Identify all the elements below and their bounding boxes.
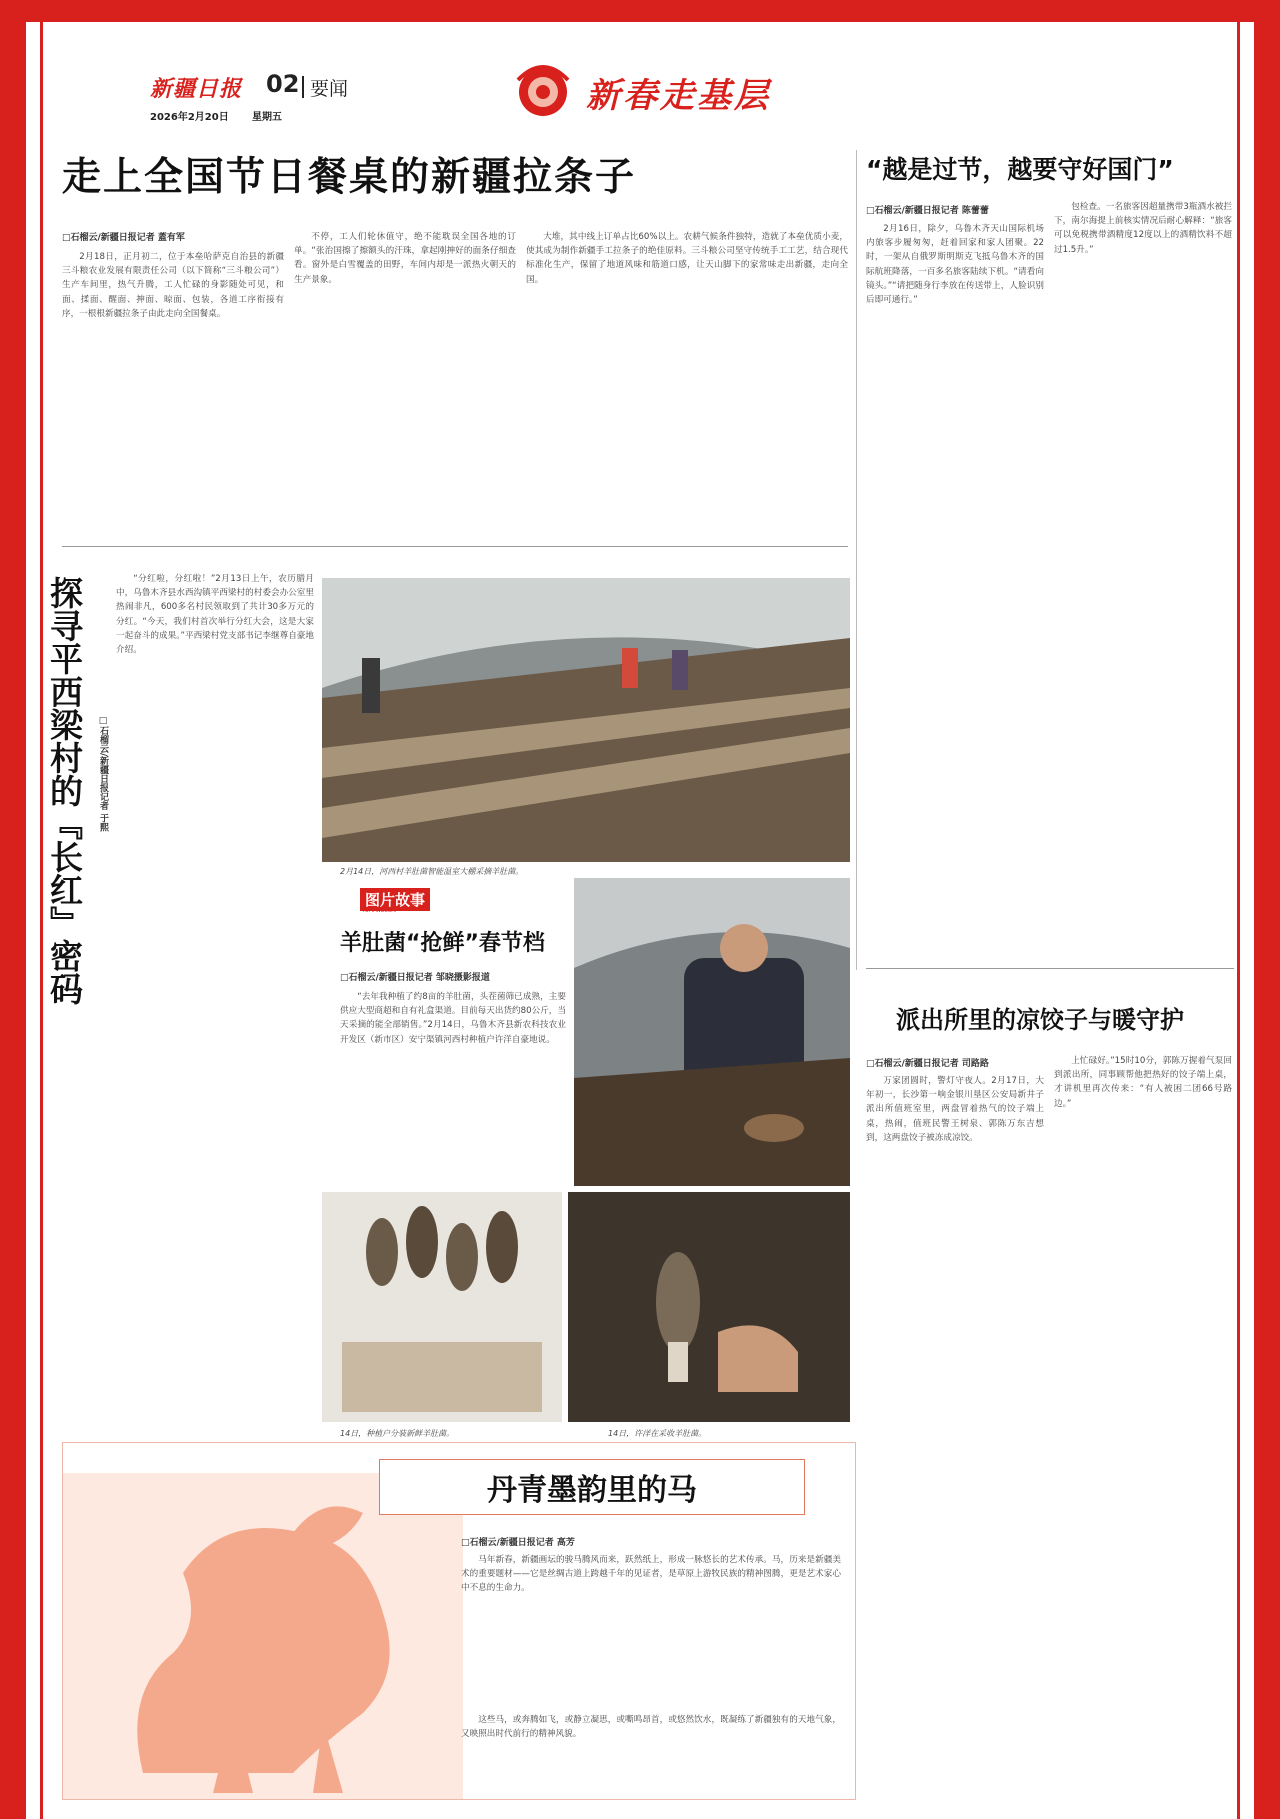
village-para-1: “分红啦，分红啦！”2月13日上午，农历腊月中，乌鲁木齐县水西沟镇平西梁村的村委会办公室里热闹非凡，600多名村民领取到了共计30多万元的分红。“今天，我们村首次举行分红大会，这是大家一起奋斗的成果。”平西梁村党支部书记李继尊自豪地介绍。 bbox=[116, 574, 314, 656]
headline-morel: 羊肚菌“抢鲜”春节档 bbox=[340, 931, 545, 956]
frame-top-border bbox=[0, 0, 1280, 22]
border-para-2: 包检查。一名旅客因超量携带3瓶酒水被拦下，南尔海提上前核实情况后耐心解释：“旅客可以免税携带酒精度12度以上的酒精饮料不超过1.5升。” bbox=[1054, 202, 1232, 255]
issue-weekday: 星期五 bbox=[252, 112, 282, 123]
police-para-2: 上忙碌好。”15时10分，郭陈万握着气泵回到派出所，同事顾帮他把热好的饺子端上桌，才讲机里再次传来：“有人被困二团66号路边。” bbox=[1054, 1056, 1232, 1109]
horse-illustration-icon bbox=[63, 1473, 483, 1799]
caption-greenhouse: 2月14日，河西村羊肚菌智能温室大棚采摘羊肚菌。 bbox=[340, 867, 524, 876]
festive-flower-icon bbox=[508, 60, 578, 122]
headline-police: 派出所里的凉饺子与暖守护 bbox=[896, 1006, 1184, 1034]
frame-right-border bbox=[1254, 0, 1280, 1819]
byline-police: □石榴云/新疆日报记者 司路路 bbox=[866, 1059, 989, 1069]
byline-noodles: □石榴云/新疆日报记者 蓋有军 bbox=[62, 233, 185, 243]
frame-inner-line-right bbox=[1237, 22, 1240, 1819]
masthead-divider bbox=[302, 76, 304, 98]
masthead bbox=[150, 68, 1240, 128]
byline-morel: □石榴云/新疆日报记者 邹晓摄影报道 bbox=[340, 973, 490, 983]
horse-box bbox=[62, 1442, 856, 1800]
page-number: 02 bbox=[266, 70, 300, 98]
border-para-1: 2月16日，除夕，乌鲁木齐天山国际机场内旅客步履匆匆，赶着回家和家人团聚。22时，一架从自俄罗斯明斯克飞抵乌鲁木齐的国际航班降落，一百多名旅客陆续下机。“请看向镜头。”“请把随身行李放在传送带上，人脸识别后即可通行。” bbox=[866, 224, 1044, 306]
border-col-1 bbox=[866, 222, 1044, 962]
police-col-1 bbox=[866, 1074, 1044, 1794]
horse-para-2: 这些马，或奔腾如飞，或静立凝思，或嘶鸣昂首，或悠然饮水，既凝练了新疆独有的天地气象，又映照出时代前行的精神风貌。 bbox=[461, 1715, 841, 1740]
greenhouse-image bbox=[322, 578, 850, 862]
morel-col bbox=[340, 990, 566, 1186]
closeup-image bbox=[568, 1192, 850, 1422]
noodles-para-1: 2月18日，正月初二，位于本垒哈萨克自治县的新疆三斗粮农业发展有限责任公司（以下简称“三斗粮公司”）生产车间里，热气升腾，工人忙碌的身影随处可见，和面、揉面、醒面、抻面、晾面、包装，各道工序衔接有序，一根根新疆拉条子由此走向全国餐桌。 bbox=[62, 252, 284, 319]
photo-story-tag bbox=[340, 888, 458, 914]
headline-border: “越是过节，越要守好国门” bbox=[866, 155, 1174, 184]
noodles-col-1 bbox=[62, 250, 284, 534]
caption-packing: 14日，种植户分装新鲜羊肚菌。 bbox=[340, 1429, 455, 1438]
issue-date: 2026年2月20日 bbox=[150, 112, 229, 123]
byline-horse: □石榴云/新疆日报记者 高芳 bbox=[461, 1538, 575, 1548]
caption-closeup: 14日，许洋在采收羊肚菌。 bbox=[608, 1429, 707, 1438]
noodles-para-3: 大堆，其中线上订单占比60%以上。农耕气候条件独特，造就了本垒优质小麦，使其成为制作新疆手工拉条子的绝佳原料。三斗粮公司坚守传统手工工艺，结合现代标准化生产，保留了地道风味和筋道口感，让天山脚下的家常味走出新疆，走向全国。 bbox=[526, 232, 848, 285]
byline-village: □石榴云/新疆日报记者 于熙 bbox=[98, 716, 108, 832]
noodles-col-3 bbox=[526, 230, 848, 534]
horse-col-1 bbox=[461, 1553, 841, 1709]
photo-story-label: 图片故事 bbox=[360, 888, 430, 911]
noodles-col-2 bbox=[294, 230, 516, 534]
packing-image bbox=[322, 1192, 562, 1422]
photo-story-label-en: TUPIANGUSHI bbox=[362, 908, 397, 914]
horse-para-1: 马年新春，新疆画坛的骏马腾风而来，跃然纸上，形成一脉悠长的艺术传承。马，历来是新疆美术的重要题材——它是丝绸古道上跨越千年的见证者，是草原上游牧民族的精神图腾，更是艺术家心中不息的生命力。 bbox=[461, 1555, 841, 1594]
masthead-logo: 新疆日报 bbox=[150, 76, 243, 102]
frame-inner-line-left bbox=[40, 22, 43, 1819]
section-name: 要闻 bbox=[310, 78, 349, 100]
byline-border: □石榴云/新疆日报记者 陈蕾蕾 bbox=[866, 206, 989, 216]
packing-photo bbox=[322, 1192, 562, 1422]
harvest-image bbox=[574, 878, 850, 1186]
headline-noodles: 走上全国节日餐桌的新疆拉条子 bbox=[62, 155, 637, 200]
horse-title-box bbox=[379, 1459, 805, 1515]
harvest-photo bbox=[574, 878, 850, 1186]
police-col-2 bbox=[1054, 1054, 1232, 1794]
headline-horse: 丹青墨韵里的马 bbox=[487, 1473, 697, 1508]
headline-village: 探寻平西梁村的『长红』密码 bbox=[45, 576, 84, 1005]
frame-left-border bbox=[0, 0, 26, 1819]
closeup-photo bbox=[568, 1192, 850, 1422]
banner-title: 新春走基层 bbox=[586, 76, 771, 116]
horse-col-2 bbox=[461, 1713, 841, 1793]
divider-noodles bbox=[62, 546, 848, 547]
police-para-1: 万家团圆时，警灯守夜人。2月17日，大年初一，长沙第一响金银川垦区公安局新井子派出所值班室里，两盘冒着热气的饺子端上桌，热闹，值班民警王树泉、郭陈万东吉想到，这两盘饺子被冻成凉饺。 bbox=[866, 1076, 1044, 1143]
divider-police bbox=[866, 968, 1234, 969]
village-col-1 bbox=[116, 572, 314, 1460]
morel-para-1: “去年我种植了约8亩的羊肚菌，头茬菌筛已成熟，主要供应大型商超和自有礼盒渠道。目前每天出货约80公斤，当天采摘的能全部销售。”2月14日，乌鲁木齐县新农科技农业开发区（新市区）安宁渠镇河西村种植户许洋自豪地说。 bbox=[340, 992, 566, 1045]
border-col-2 bbox=[1054, 200, 1232, 962]
divider-border-col bbox=[856, 150, 857, 970]
greenhouse-photo bbox=[322, 578, 850, 862]
noodles-para-2: 不停，工人们轮休值守，绝不能耽误全国各地的订单。“张治国擦了擦额头的汗珠，拿起刚抻好的面条仔细查看。窗外是白雪覆盖的田野，车间内却是一派热火朝天的生产景象。 bbox=[294, 232, 516, 285]
